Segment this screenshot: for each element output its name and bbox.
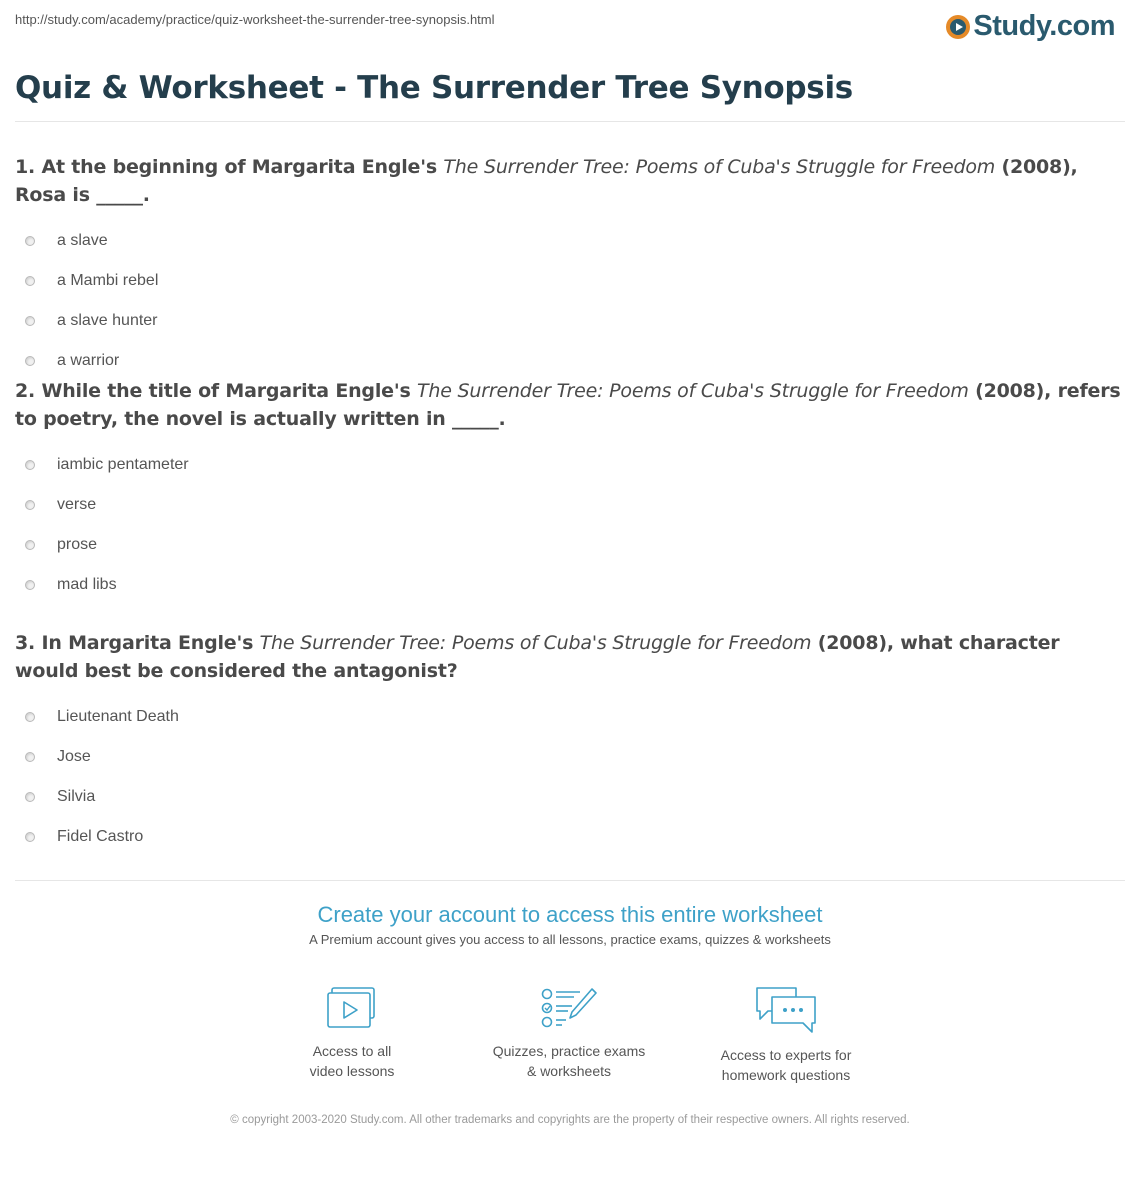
- feature-label: Access to experts for homework questions: [720, 1047, 852, 1083]
- answer-option[interactable]: a slave hunter: [15, 301, 1125, 341]
- divider: [15, 880, 1125, 881]
- answer-option[interactable]: prose: [15, 525, 1125, 565]
- chat-bubbles-icon: [754, 985, 818, 1035]
- radio-button[interactable]: [25, 236, 35, 246]
- answer-list: [15, 445, 1125, 605]
- divider: [15, 121, 1125, 122]
- answer-option[interactable]: mad libs: [15, 565, 1125, 605]
- premium-promo: [15, 902, 1125, 947]
- page-title: Quiz & Worksheet - The Surrender Tree Synopsis: [15, 70, 853, 106]
- feature-experts: [676, 985, 896, 1085]
- book-title: The Surrender Tree: Poems of Cuba's Struggle for Freedom: [443, 156, 996, 178]
- answer-list: [15, 221, 1125, 381]
- video-lesson-icon: [326, 985, 378, 1031]
- radio-button[interactable]: [25, 356, 35, 366]
- question-text: 1. At the beginning of Margarita Engle's The Surrender Tree: Poems of Cuba's Struggle for Freedom (2008), Rosa is _____.: [15, 156, 1078, 206]
- radio-button[interactable]: [25, 580, 35, 590]
- answer-list: [15, 697, 1125, 857]
- feature-video-lessons: [242, 985, 462, 1081]
- radio-button[interactable]: [25, 792, 35, 802]
- quiz-checklist-icon: [540, 985, 598, 1031]
- radio-button[interactable]: [25, 832, 35, 842]
- study-logo[interactable]: [946, 10, 1115, 43]
- create-account-link[interactable]: Create your account to access this entire worksheet: [317, 902, 823, 927]
- answer-option[interactable]: iambic pentameter: [15, 445, 1125, 485]
- question-1: [15, 153, 1125, 381]
- copyright-footer: © copyright 2003-2020 Study.com. All other trademarks and copyrights are the property of their respective owners. All rights reserved.: [230, 1114, 910, 1126]
- book-title: The Surrender Tree: Poems of Cuba's Struggle for Freedom: [416, 380, 969, 402]
- radio-button[interactable]: [25, 460, 35, 470]
- play-logo-icon: [946, 15, 970, 39]
- question-3: [15, 629, 1125, 857]
- answer-option[interactable]: a slave: [15, 221, 1125, 261]
- answer-option[interactable]: Jose: [15, 737, 1125, 777]
- answer-option[interactable]: Fidel Castro: [15, 817, 1125, 857]
- question-2: [15, 377, 1125, 605]
- feature-label: Access to all video lessons: [309, 1043, 395, 1079]
- page-url: http://study.com/academy/practice/quiz-worksheet-the-surrender-tree-synopsis.html: [15, 12, 495, 27]
- logo-text: Study.com: [973, 10, 1115, 42]
- answer-option[interactable]: a Mambi rebel: [15, 261, 1125, 301]
- book-title: The Surrender Tree: Poems of Cuba's Struggle for Freedom: [259, 632, 812, 654]
- promo-subtitle: A Premium account gives you access to all lessons, practice exams, quizzes & worksheets: [309, 932, 831, 947]
- question-text: 2. While the title of Margarita Engle's The Surrender Tree: Poems of Cuba's Struggle for Freedom (2008), refers to poetry, the novel is actually written in _____.: [15, 380, 1121, 430]
- radio-button[interactable]: [25, 316, 35, 326]
- top-bar: [15, 10, 1115, 46]
- question-text: 3. In Margarita Engle's The Surrender Tree: Poems of Cuba's Struggle for Freedom (2008), what character would best be considered the antagonist?: [15, 632, 1060, 682]
- answer-option[interactable]: a warrior: [15, 341, 1125, 381]
- radio-button[interactable]: [25, 276, 35, 286]
- feature-quizzes: [459, 985, 679, 1081]
- radio-button[interactable]: [25, 500, 35, 510]
- feature-label: Quizzes, practice exams & worksheets: [492, 1043, 646, 1079]
- answer-option[interactable]: verse: [15, 485, 1125, 525]
- radio-button[interactable]: [25, 540, 35, 550]
- answer-option[interactable]: Silvia: [15, 777, 1125, 817]
- radio-button[interactable]: [25, 752, 35, 762]
- answer-option[interactable]: Lieutenant Death: [15, 697, 1125, 737]
- radio-button[interactable]: [25, 712, 35, 722]
